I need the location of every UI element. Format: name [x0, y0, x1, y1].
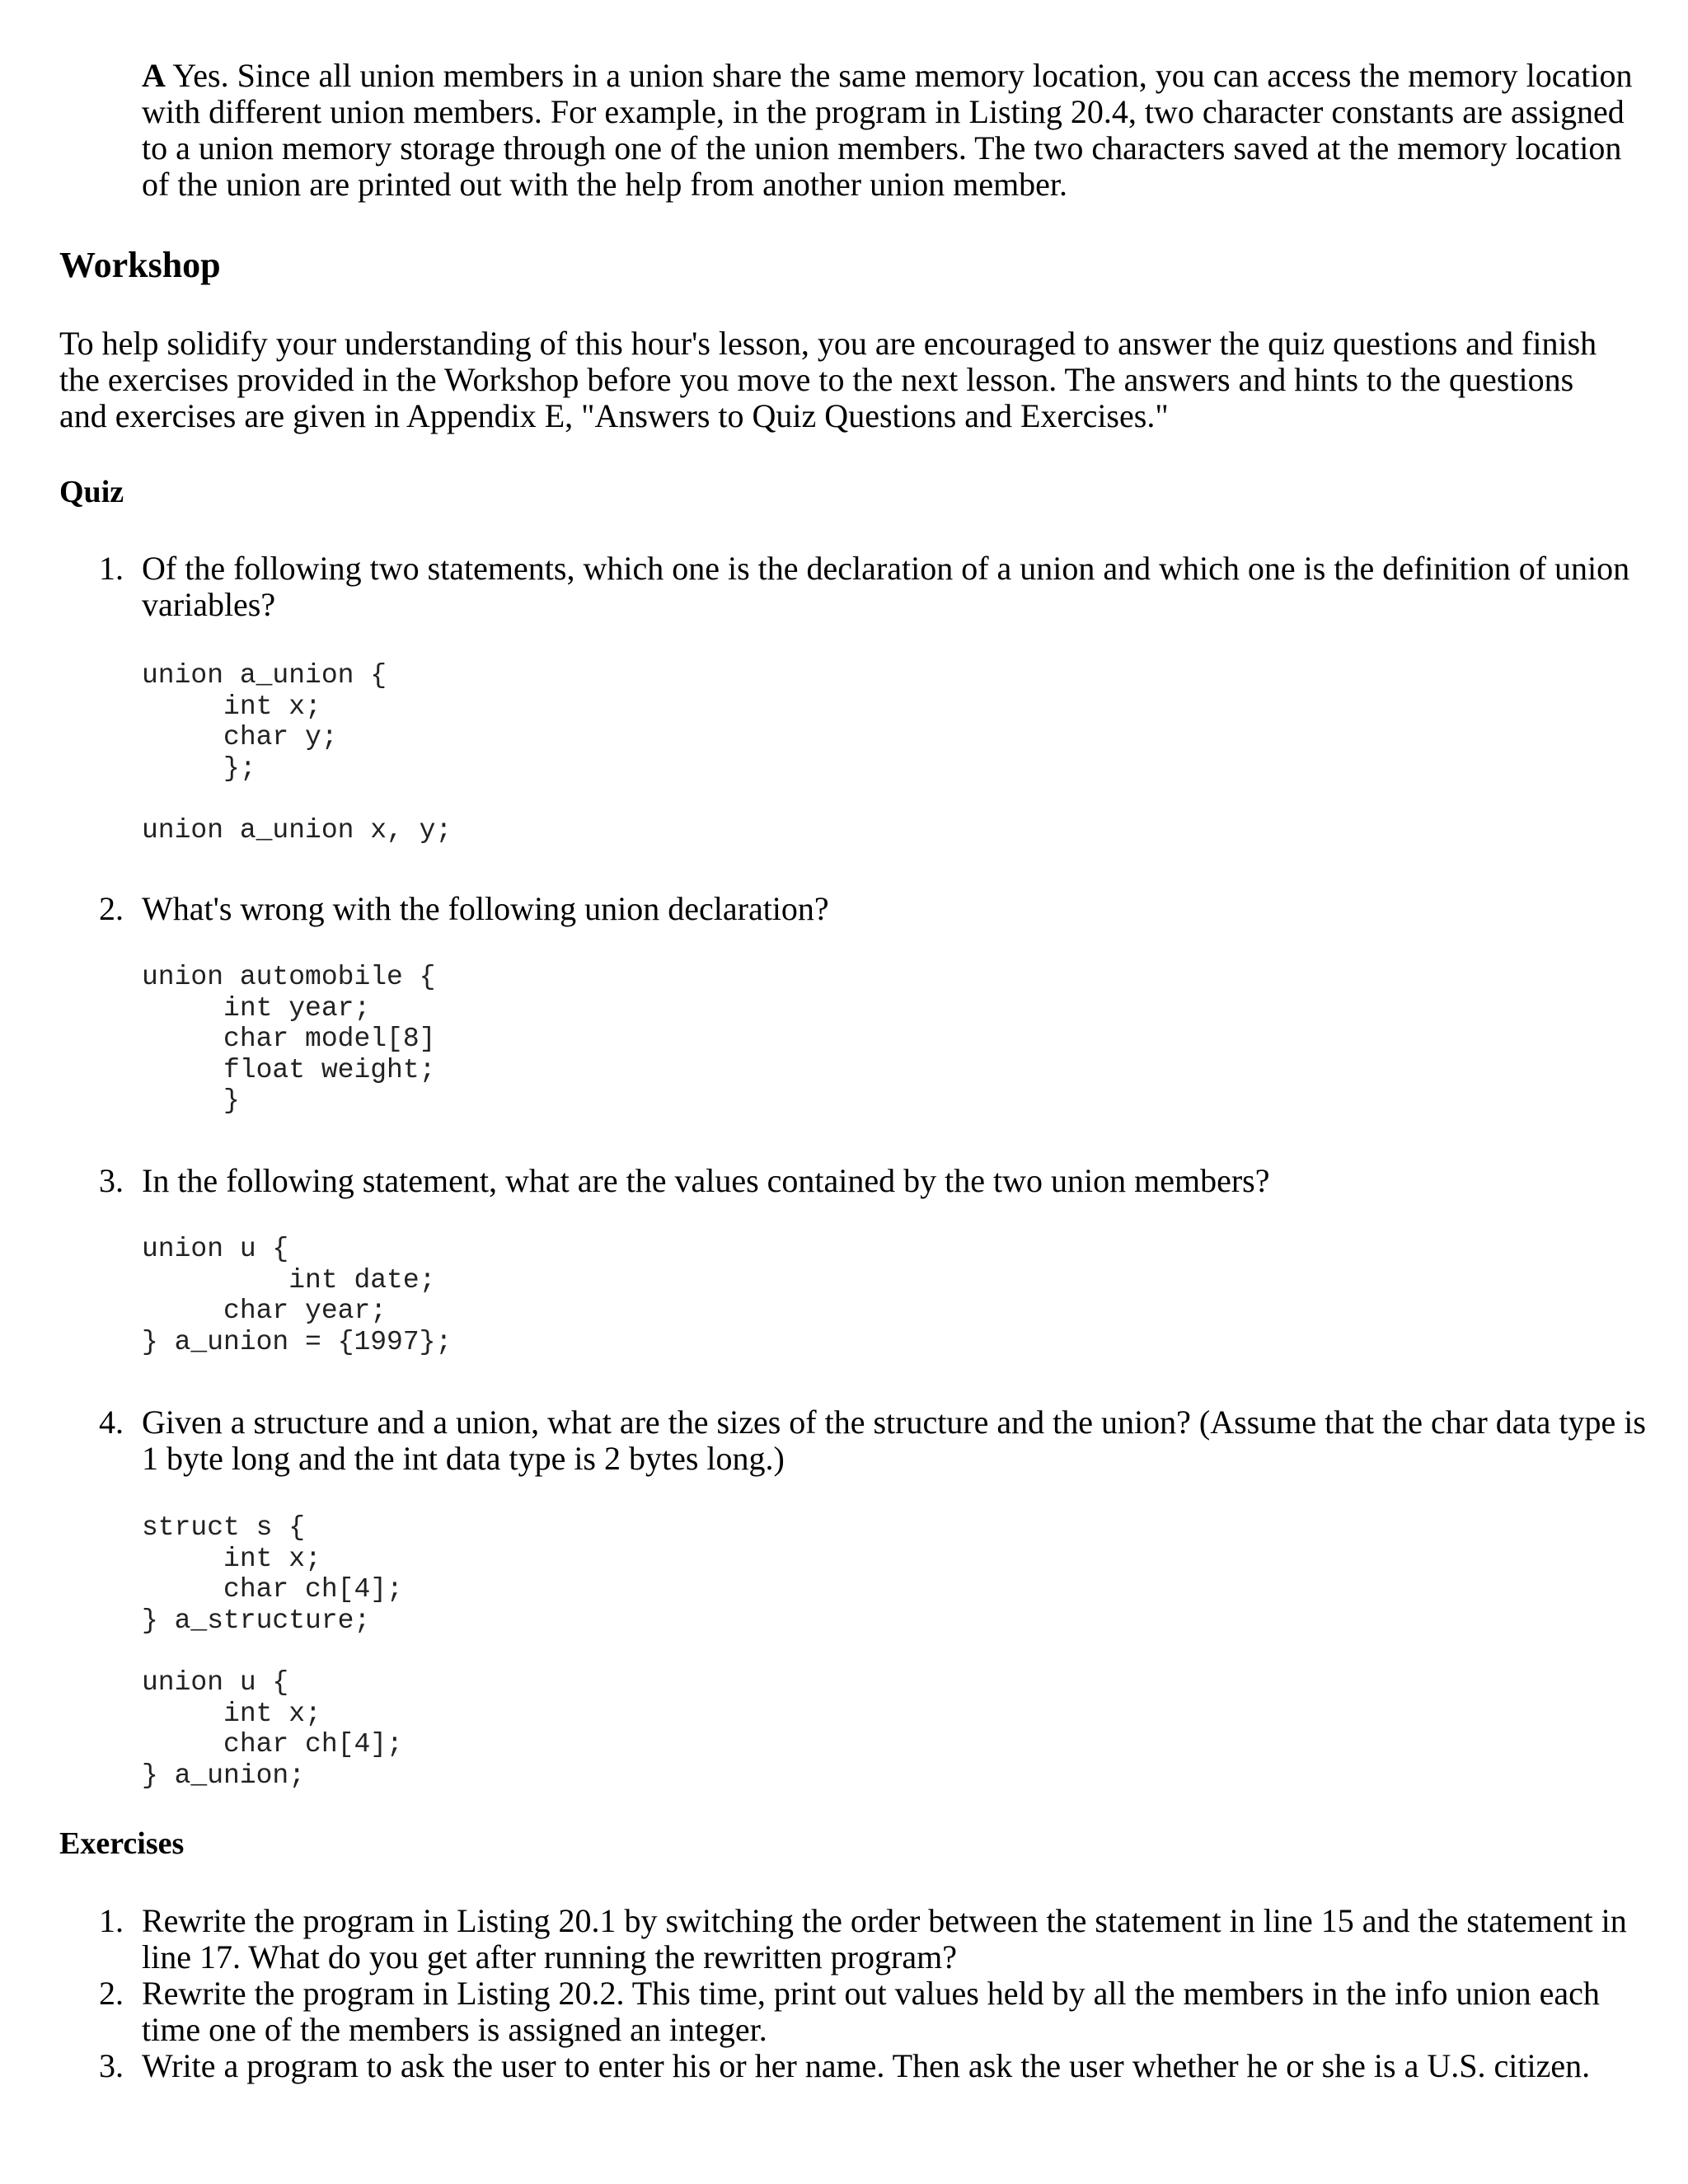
- workshop-heading: Workshop: [59, 245, 221, 285]
- exercise-text: Write a program to ask the user to enter his or her name. Then ask the user whether he or she is a U.S. citizen.: [142, 2047, 1591, 2084]
- quiz-question-number: 2.: [99, 890, 124, 927]
- faq-answer: [142, 58, 1650, 203]
- quiz-question-number: 3.: [99, 1162, 124, 1199]
- quiz-heading: Quiz: [59, 475, 124, 509]
- answer-marker: A: [142, 57, 166, 94]
- quiz-question-text: What's wrong with the following union declaration?: [142, 890, 829, 927]
- workshop-intro: To help solidify your understanding of this hour's lesson, you are encouraged to answer the quiz questions and finish the exercises provided in the Workshop before you move to the next lesson. The answers and hints to the questions and exercises are given in Appendix E, "Answers to Quiz Questions and Exercises.": [59, 325, 1597, 434]
- code-block: union a_union { int x; char y; };: [142, 660, 387, 784]
- exercise-text: Rewrite the program in Listing 20.2. This time, print out values held by all the members in the info union each time one of the members is assigned an integer.: [142, 1975, 1600, 2048]
- code-block: union u { int x; char ch[4]; } a_union;: [142, 1667, 403, 1791]
- code-block: union u { int date; char year; } a_union = {1997};: [142, 1234, 452, 1357]
- exercise-text: Rewrite the program in Listing 20.1 by switching the order between the statement in line 15 and the statement in line 17. What do you get after running the rewritten program?: [142, 1902, 1627, 1975]
- quiz-question-text: In the following statement, what are the values contained by the two union members?: [142, 1162, 1270, 1199]
- exercise-number: 2.: [99, 1975, 124, 2012]
- quiz-question-number: 1.: [99, 550, 124, 587]
- answer-text: Yes. Since all union members in a union share the same memory location, you can access the memory location with different union members. For example, in the program in Listing 20.4, two character constants are assigned to a union memory storage through one of the union members. The two characters saved at the memory location of the union are printed out with the help from another union member.: [142, 57, 1633, 203]
- code-block: struct s { int x; char ch[4]; } a_structure;: [142, 1512, 403, 1636]
- code-block: union automobile { int year; char model[8] float weight; }: [142, 962, 436, 1117]
- exercises-heading: Exercises: [59, 1826, 185, 1861]
- exercise-number: 1.: [99, 1902, 124, 1939]
- exercise-number: 3.: [99, 2047, 124, 2084]
- code-block: union a_union x, y;: [142, 815, 452, 846]
- quiz-question-text: Of the following two statements, which one is the declaration of a union and which one is the definition of union variables?: [142, 550, 1630, 623]
- quiz-question-number: 4.: [99, 1404, 124, 1441]
- quiz-question-text: Given a structure and a union, what are the sizes of the structure and the union? (Assume that the char data type is 1 byte long and the int data type is 2 bytes long.): [142, 1404, 1646, 1477]
